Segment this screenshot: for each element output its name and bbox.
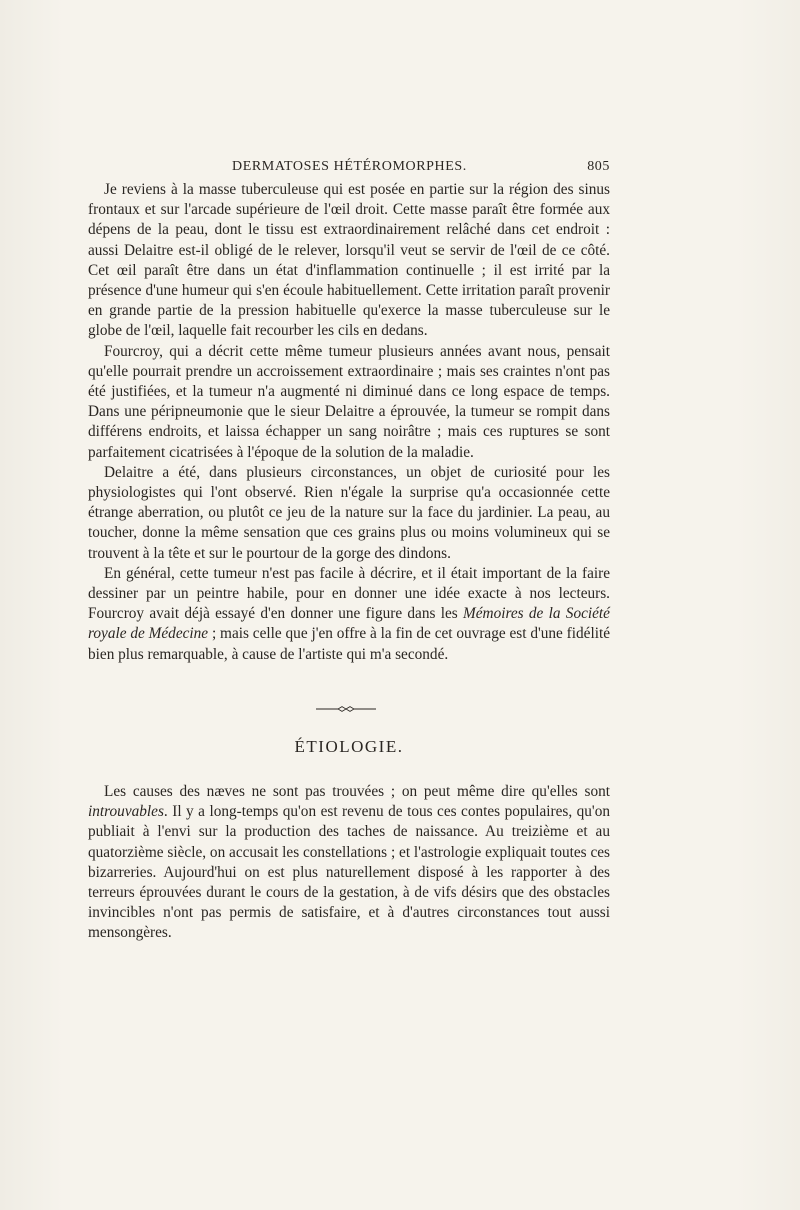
paragraph-curiosity: Delaitre a été, dans plusieurs circonstances, un objet de curiosité pour les physiologistes qui l'ont observé. Rien n'égale la surprise qu'a occasionnée cette étrange aberration, ou plutôt ce jeu de la nature sur la face du jardinier. La peau, au toucher, donne la même sensation que ces grains plus ou moins volumineux qui se trouvent à la tête et sur le pourtour de la gorge des dindons. — [88, 463, 610, 562]
paragraph-causes-text-a: Les causes des næves ne sont pas trouvées ; on peut même dire qu'elles sont — [104, 783, 610, 800]
section-heading-etiologie: ÉTIOLOGIE. — [294, 737, 404, 756]
etiology-section — [88, 782, 610, 944]
ornament-divider — [316, 704, 376, 714]
main-text-section — [88, 180, 610, 665]
paragraph-fourcroy: Fourcroy, qui a décrit cette même tumeur plusieurs années avant nous, pensait qu'elle pourrait prendre un accroissement extraordinaire ; mais ses craintes n'ont pas été justifiées, et la tumeur n'a augmenté ni diminué dans ce long espace de temps. Dans une péripneumonie que le sieur Delaitre a éprouvée, la tumeur se rompit dans différens endroits, et laissa échapper un sang noirâtre ; mais ces ruptures se sont parfaitement cicatrisées à l'époque de la solution de la maladie. — [88, 342, 610, 461]
page-number: 805 — [587, 159, 610, 174]
paragraph-causes — [88, 782, 610, 944]
running-head — [88, 159, 610, 179]
paragraph-drawing — [88, 564, 610, 665]
paragraph-drawing-text-b: ; mais celle que j'en offre à la fin de cet ouvrage est d'une fidélité bien plus remarquable, à cause de l'artiste qui m'a secondé. — [88, 625, 611, 663]
running-title: DERMATOSES HÉTÉROMORPHES. — [232, 159, 467, 174]
paragraph-tuberculous-mass: Je reviens à la masse tuberculeuse qui est posée en partie sur la région des sinus frontaux et sur l'arcade supérieure de l'œil droit. Cette masse paraît être formée aux dépens de la peau, dont le tissu est extraordinairement relâché dans cet endroit : aussi Delaitre est-il obligé de le relever, lorsqu'il veut se servir de l'œil de ce côté. Cet œil paraît être dans un état d'inflammation continuelle ; il est irrité par la présence d'une humeur qui s'en écoule habituellement. Cette irritation paraît provenir en grande partie de la pression habituelle qu'exerce la masse tuberculeuse sur le globe de l'œil, laquelle fait recourber les cils en dedans. — [88, 181, 610, 340]
introuvables-word: introuvables — [88, 803, 164, 821]
paragraph-causes-text-b: . Il y a long-temps qu'on est revenu de tous ces contes populaires, qu'on publiait à l'envi sur la production des taches de naissance. Au treizième et au quatorzième siècle, on accusait les constellations ; et l'astrologie expliquait toutes ces bizarreries. Aujourd'hui on est plus naturellement disposé à les rapporter à des terreurs éprouvées durant le cours de la gestation, à de vifs désirs que des obstacles invincibles n'ont pas permis de satisfaire, et à d'autres circonstances tout aussi mensongères. — [88, 803, 610, 942]
memoires-title: Mémoires de la Société royale de Médecine — [88, 605, 610, 643]
paragraph-drawing-text-a: En général, cette tumeur n'est pas facile à décrire, et il était important de la faire dessiner par un peintre habile, pour en donner une idée exacte à nos lecteurs. Fourcroy avait déjà essayé d'en donner une figure dans les — [88, 564, 610, 623]
